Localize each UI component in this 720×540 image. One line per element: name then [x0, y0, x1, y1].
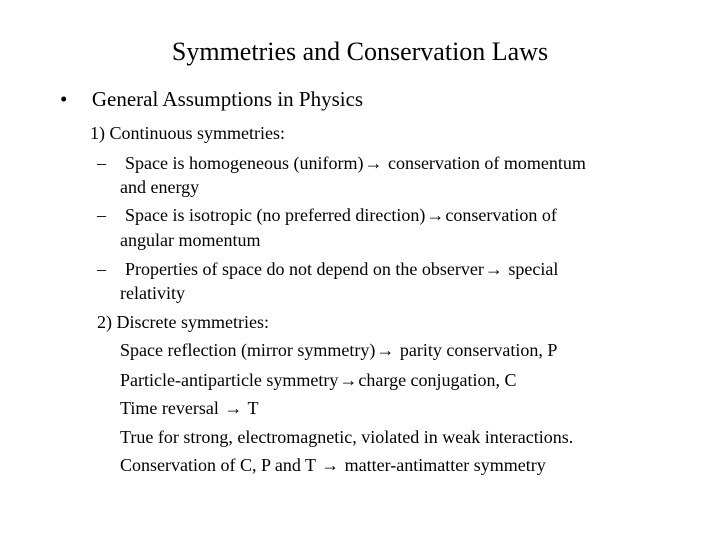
- arrow-icon: →: [426, 205, 445, 225]
- discrete-conservation-text: Conservation of C, P and T: [120, 455, 321, 475]
- arrow-icon: →: [224, 398, 243, 418]
- continuous-item-2: [97, 204, 557, 226]
- continuous-item-2-text: Space is isotropic (no preferred direction): [125, 205, 426, 225]
- discrete-label: 2) Discrete symmetries:: [97, 312, 269, 332]
- dash-glyph: –: [97, 205, 106, 225]
- discrete-conservation: [120, 454, 546, 476]
- discrete-note: True for strong, electromagnetic, violated in weak interactions.: [120, 427, 574, 447]
- continuous-item-3: [97, 258, 558, 280]
- discrete-item-3: [120, 397, 259, 419]
- continuous-item-2-wrap: angular momentum: [120, 230, 261, 250]
- continuous-item-1: [97, 152, 586, 174]
- arrow-icon: →: [339, 370, 358, 390]
- discrete-item-2: [120, 369, 517, 391]
- arrow-icon: →: [484, 259, 503, 279]
- discrete-item-1-text: Space reflection (mirror symmetry): [120, 340, 376, 360]
- discrete-item-2-text: Particle-antiparticle symmetry: [120, 370, 339, 390]
- discrete-item-1-result: parity conservation, P: [395, 340, 558, 360]
- dash-glyph: –: [97, 259, 106, 279]
- continuous-item-1-result: conservation of momentum: [383, 153, 586, 173]
- discrete-conservation-result: matter-antimatter symmetry: [340, 455, 546, 475]
- arrow-icon: →: [364, 153, 383, 173]
- discrete-item-3-text: Time reversal: [120, 398, 224, 418]
- discrete-item-3-result: T: [243, 398, 259, 418]
- continuous-item-1-wrap: and energy: [120, 177, 200, 197]
- main-bullet: [60, 86, 363, 112]
- slide-title: Symmetries and Conservation Laws: [171, 37, 549, 66]
- discrete-item-1: [120, 339, 557, 361]
- discrete-item-2-result: charge conjugation, C: [358, 370, 517, 390]
- continuous-item-1-text: Space is homogeneous (uniform): [125, 153, 364, 173]
- continuous-item-3-text: Properties of space do not depend on the observer: [125, 259, 484, 279]
- dash-glyph: –: [97, 153, 106, 173]
- continuous-item-2-result: conservation of: [445, 205, 557, 225]
- bullet-glyph: •: [60, 87, 68, 111]
- main-heading: General Assumptions in Physics: [91, 87, 364, 111]
- continuous-label: 1) Continuous symmetries:: [90, 123, 285, 143]
- continuous-item-3-wrap: relativity: [120, 283, 185, 303]
- continuous-item-3-result: special: [503, 259, 559, 279]
- arrow-icon: →: [376, 340, 395, 360]
- arrow-icon: →: [321, 455, 340, 475]
